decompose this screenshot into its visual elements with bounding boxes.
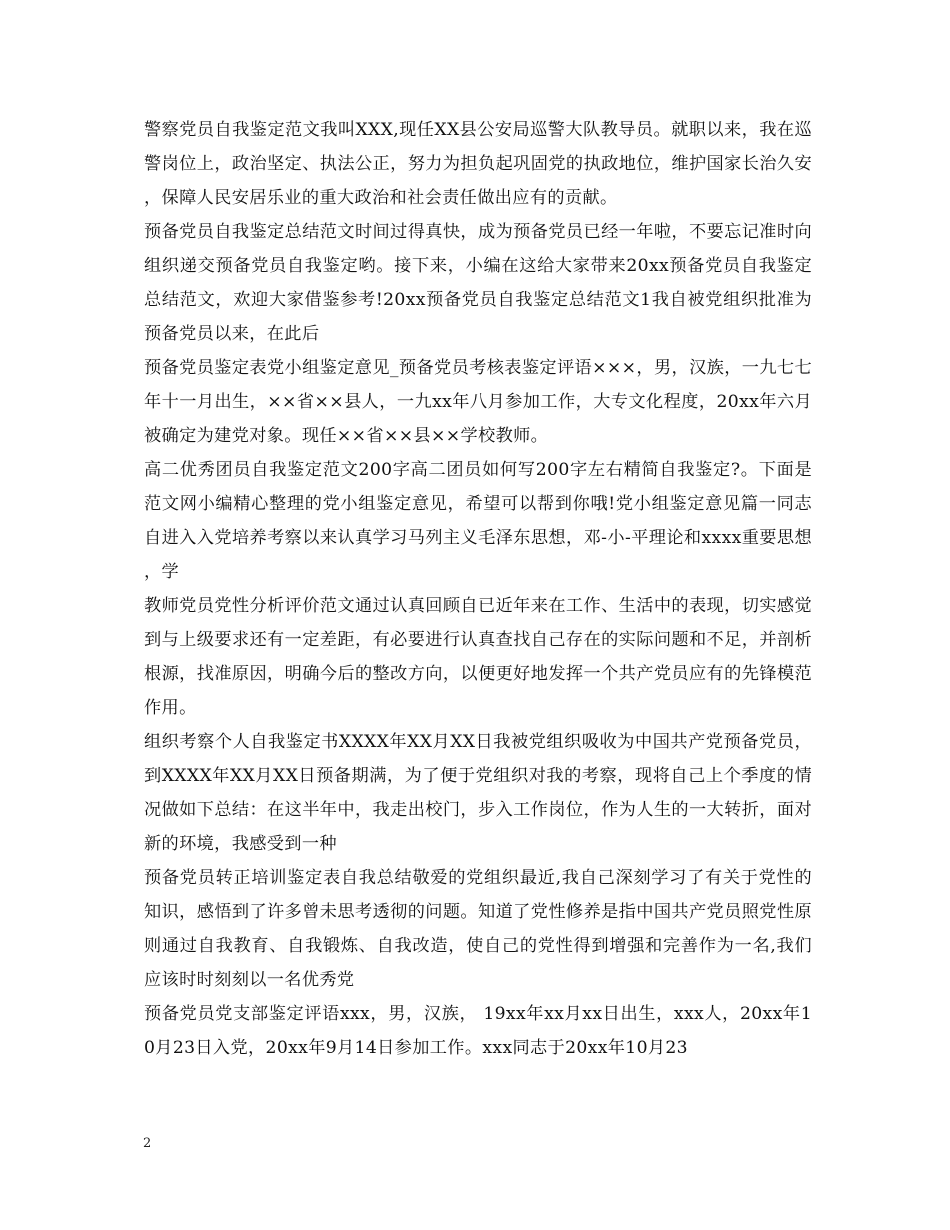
page-number: 2 — [143, 1136, 152, 1151]
paragraph-police-self-appraisal: 警察党员自我鉴定范文我叫XXX,现任XX县公安局巡警大队教导员。就职以来，我在巡警岗位上，政治坚定、执法公正，努力为担负起巩固党的执政地位，维护国家长治久安，保障人民安居乐业的重大政治和社会责任做出应有的贡献。 — [144, 120, 812, 208]
paragraph-teacher-party-analysis: 教师党员党性分析评价范文通过认真回顾自已近年来在工作、生活中的表现，切实感觉到与上级要求还有一定差距，有必要进行认真查找自己存在的实际问题和不足，并剖析根源，找准原因，明确今后的整改方向，以便更好地发挥一个共产党员应有的先锋模范作用。 — [144, 596, 812, 718]
paragraph-organization-inspection: 组织考察个人自我鉴定书XXXX年XX月XX日我被党组织吸收为中国共产党预备党员，到XXXX年XX月XX日预备期满，为了便于党组织对我的考察，现将自己上个季度的情况做如下总结：在这半年中，我走出校门，步入工作岗位，作为人生的一大转折，面对新的环境，我感受到一种 — [144, 732, 812, 854]
paragraph-group-appraisal-opinion: 预备党员鉴定表党小组鉴定意见_预备党员考核表鉴定评语×××，男，汉族，一九七七年十一月出生，××省××县人，一九xx年八月参加工作，大专文化程度，20xx年六月被确定为建党对象。现任××省××县××学校教师。 — [144, 358, 812, 446]
paragraph-probationary-summary: 预备党员自我鉴定总结范文时间过得真快，成为预备党员已经一年啦，不要忘记准时向组织递交预备党员自我鉴定哟。接下来，小编在这给大家带来20xx预备党员自我鉴定总结范文，欢迎大家借鉴参考!20xx预备党员自我鉴定总结范文1我自被党组织批准为预备党员以来，在此后 — [144, 222, 812, 344]
paragraph-league-member-appraisal: 高二优秀团员自我鉴定范文200字高二团员如何写200字左右精简自我鉴定?。下面是范文网小编精心整理的党小组鉴定意见，希望可以帮到你哦!党小组鉴定意见篇一同志自进入入党培养考察以来认真学习马列主义毛泽东思想，邓-小-平理论和xxxx重要思想，学 — [144, 460, 812, 582]
paragraph-regularization-training: 预备党员转正培训鉴定表自我总结敬爱的党组织最近,我自己深刻学习了有关于党性的知识，感悟到了许多曾未思考透彻的问题。知道了党性修养是指中国共产党员照党性原则通过自我教育、自我锻炼、自我改造，使自己的党性得到增强和完善作为一名,我们应该时时刻刻以一名优秀党 — [144, 868, 812, 990]
document-body — [144, 113, 812, 1065]
paragraph-branch-appraisal-comment: 预备党员党支部鉴定评语xxx，男，汉族， 19xx年xx月xx日出生，xxx人，20xx年10月23日入党，20xx年9月14日参加工作。xxx同志于20xx年10月23 — [144, 1004, 812, 1058]
